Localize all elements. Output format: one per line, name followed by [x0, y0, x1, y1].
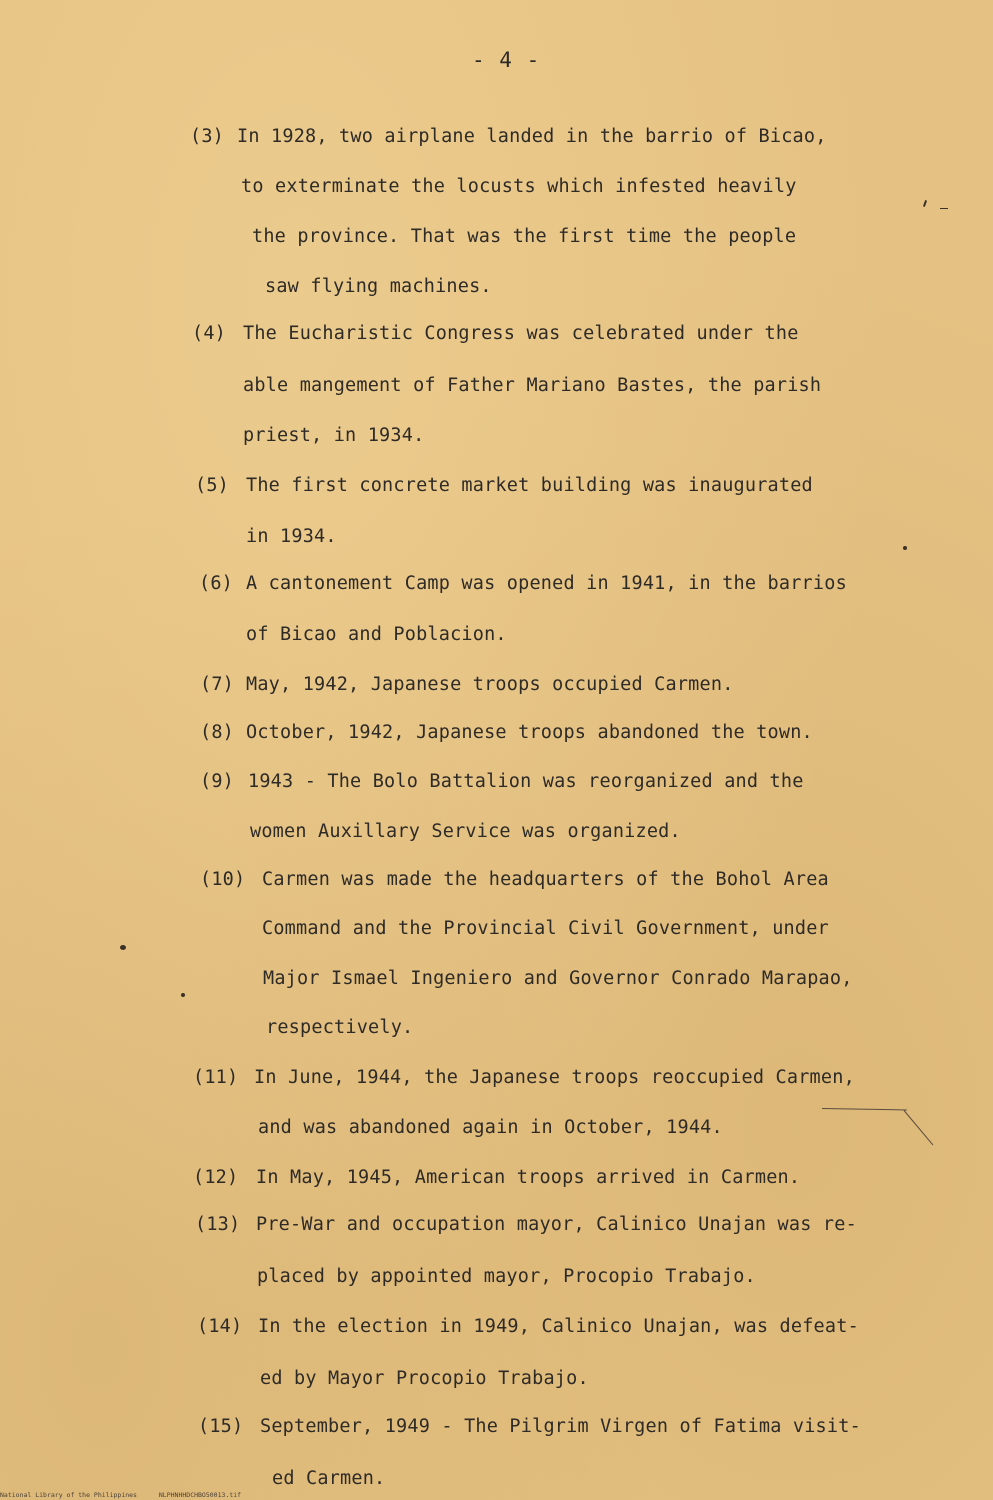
entry-marker: (5) — [195, 475, 230, 496]
library-credit: National Library of the Philippines — [0, 1491, 137, 1499]
entry-text-line: ed by Mayor Procopio Trabajo. — [260, 1368, 589, 1389]
entry-text-line: May, 1942, Japanese troops occupied Carmen. — [246, 674, 734, 695]
entry-text-line: 1943 - The Bolo Battalion was reorganized and the — [248, 771, 804, 792]
pencil-stroke — [822, 1108, 907, 1110]
file-id: NLPHNHHDCHBO50013.tif — [158, 1491, 242, 1499]
entry-text-line: saw flying machines. — [265, 276, 492, 297]
paper-speck — [181, 993, 185, 997]
entry-text-line: of Bicao and Poblacion. — [246, 624, 507, 645]
entry-text-line: Carmen was made the headquarters of the Bohol Area — [262, 869, 829, 890]
entry-marker: (7) — [200, 674, 235, 695]
entry-text-line: in 1934. — [246, 526, 337, 547]
entry-marker: (8) — [200, 722, 235, 743]
entry-text-line: The first concrete market building was inaugurated — [246, 475, 813, 496]
entry-text-line: In the election in 1949, Calinico Unajan, was defeat- — [258, 1316, 859, 1337]
page-number: - 4 - — [472, 48, 541, 72]
entry-text-line: to exterminate the locusts which infested heavily — [241, 176, 797, 197]
entry-text-line: In 1928, two airplane landed in the barrio of Bicao, — [237, 126, 827, 147]
paper-speck — [120, 945, 126, 950]
entry-marker: (14) — [197, 1316, 243, 1337]
pencil-stroke — [904, 1110, 934, 1145]
paper-speck — [903, 546, 907, 550]
entry-marker: (11) — [193, 1067, 239, 1088]
entry-text-line: A cantonement Camp was opened in 1941, in the barrios — [246, 573, 847, 594]
entry-text-line: able mangement of Father Mariano Bastes, the parish — [243, 375, 822, 396]
entry-text-line: October, 1942, Japanese troops abandoned the town. — [246, 722, 813, 743]
entry-text-line: In June, 1944, the Japanese troops reoccupied Carmen, — [254, 1067, 855, 1088]
entry-text-line: Command and the Provincial Civil Government, under — [262, 918, 829, 939]
entry-marker: (10) — [200, 869, 246, 890]
entry-text-line: September, 1949 - The Pilgrim Virgen of Fatima visit- — [260, 1416, 861, 1437]
entry-marker: (3) — [190, 126, 225, 147]
entry-marker: (9) — [200, 771, 235, 792]
entry-text-line: women Auxillary Service was organized. — [250, 821, 681, 842]
scan-footer — [0, 1491, 259, 1499]
entry-marker: (4) — [192, 323, 227, 344]
entry-text-line: placed by appointed mayor, Procopio Trabajo. — [257, 1266, 756, 1287]
entry-text-line: ed Carmen. — [272, 1468, 386, 1489]
entry-marker: (15) — [198, 1416, 244, 1437]
entry-text-line: respectively. — [266, 1017, 414, 1038]
paper-speck — [940, 208, 948, 209]
entry-text-line: priest, in 1934. — [243, 425, 425, 446]
entry-text-line: In May, 1945, American troops arrived in Carmen. — [256, 1167, 801, 1188]
entry-text-line: Major Ismael Ingeniero and Governor Conrado Marapao, — [263, 968, 853, 989]
paper-speck — [923, 200, 927, 207]
entry-marker: (12) — [193, 1167, 239, 1188]
entry-marker: (6) — [199, 573, 234, 594]
entry-text-line: The Eucharistic Congress was celebrated under the — [243, 323, 799, 344]
entry-text-line: Pre-War and occupation mayor, Calinico Unajan was re- — [256, 1214, 857, 1235]
entry-text-line: and was abandoned again in October, 1944. — [258, 1117, 723, 1138]
entry-text-line: the province. That was the first time the people — [252, 226, 797, 247]
entry-marker: (13) — [195, 1214, 241, 1235]
